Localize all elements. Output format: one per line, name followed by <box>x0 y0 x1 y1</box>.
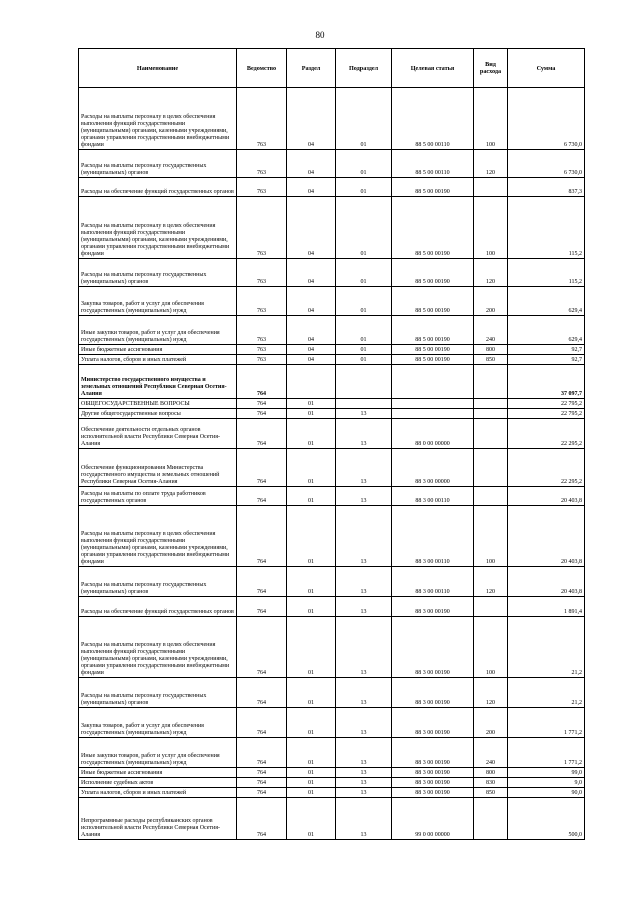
cell-target-article <box>392 399 474 409</box>
cell-vedomstvo: 763 <box>237 178 287 197</box>
cell-vedomstvo: 763 <box>237 150 287 178</box>
header-row <box>79 49 585 88</box>
cell-vedomstvo: 764 <box>237 487 287 506</box>
table-row <box>79 259 585 287</box>
table-row <box>79 88 585 150</box>
cell-vedomstvo: 764 <box>237 778 287 788</box>
cell-vedomstvo: 763 <box>237 287 287 316</box>
cell-expense-type: 830 <box>474 778 508 788</box>
table-row <box>79 597 585 617</box>
cell-target-article: 88 5 00 00110 <box>392 88 474 150</box>
cell-target-article <box>392 409 474 419</box>
cell-sum: 90,0 <box>508 788 585 798</box>
cell-sum: 20 403,8 <box>508 487 585 506</box>
cell-podrazdel: 01 <box>336 197 392 259</box>
cell-sum: 21,2 <box>508 617 585 678</box>
cell-expense-type: 100 <box>474 506 508 567</box>
cell-vedomstvo: 764 <box>237 738 287 768</box>
cell-expense-type: 100 <box>474 197 508 259</box>
cell-expense-type: 850 <box>474 355 508 365</box>
cell-razdel: 04 <box>287 259 336 287</box>
cell-name: Исполнение судебных актов <box>79 778 237 788</box>
cell-expense-type <box>474 365 508 399</box>
cell-expense-type: 200 <box>474 287 508 316</box>
cell-name: Расходы на выплаты персоналу в целях обеспечения выполнения функций государственными (муниципальными) органами, казенными учреждениями, органами управления государственными внебюджетными фондами <box>79 197 237 259</box>
cell-target-article: 88 5 00 00190 <box>392 259 474 287</box>
header-expense-type: Вид расхода <box>474 49 508 88</box>
cell-name: Уплата налогов, сборов и иных платежей <box>79 788 237 798</box>
cell-name: Расходы на выплаты по оплате труда работников государственных органов <box>79 487 237 506</box>
cell-target-article: 88 3 00 00190 <box>392 768 474 778</box>
cell-razdel: 01 <box>287 678 336 708</box>
cell-expense-type <box>474 178 508 197</box>
cell-sum: 837,3 <box>508 178 585 197</box>
cell-razdel: 01 <box>287 399 336 409</box>
cell-razdel: 01 <box>287 567 336 597</box>
table-row <box>79 567 585 597</box>
cell-target-article <box>392 365 474 399</box>
cell-target-article: 88 3 00 00110 <box>392 567 474 597</box>
cell-target-article: 88 5 00 00190 <box>392 355 474 365</box>
cell-target-article: 88 0 00 00000 <box>392 419 474 449</box>
cell-target-article: 88 3 00 00190 <box>392 778 474 788</box>
table-row <box>79 345 585 355</box>
cell-razdel: 01 <box>287 617 336 678</box>
cell-target-article: 88 5 00 00190 <box>392 287 474 316</box>
cell-vedomstvo: 764 <box>237 409 287 419</box>
cell-expense-type: 800 <box>474 768 508 778</box>
cell-razdel: 04 <box>287 287 336 316</box>
cell-vedomstvo: 764 <box>237 449 287 487</box>
cell-target-article: 88 5 00 00190 <box>392 316 474 345</box>
cell-razdel: 01 <box>287 449 336 487</box>
cell-sum: 22 295,2 <box>508 449 585 487</box>
cell-sum: 22 795,2 <box>508 409 585 419</box>
table-row <box>79 778 585 788</box>
cell-podrazdel: 13 <box>336 567 392 597</box>
cell-razdel: 01 <box>287 798 336 840</box>
cell-name: ОБЩЕГОСУДАРСТВЕННЫЕ ВОПРОСЫ <box>79 399 237 409</box>
cell-vedomstvo: 764 <box>237 365 287 399</box>
cell-podrazdel: 13 <box>336 738 392 768</box>
table-row <box>79 798 585 840</box>
table-row <box>79 768 585 778</box>
cell-vedomstvo: 764 <box>237 567 287 597</box>
cell-vedomstvo: 763 <box>237 355 287 365</box>
cell-sum: 9,0 <box>508 778 585 788</box>
cell-target-article: 88 5 00 00110 <box>392 150 474 178</box>
cell-razdel: 01 <box>287 788 336 798</box>
cell-name: Расходы на выплаты персоналу государственных (муниципальных) органов <box>79 150 237 178</box>
budget-table <box>78 48 585 840</box>
cell-name: Расходы на выплаты персоналу государственных (муниципальных) органов <box>79 259 237 287</box>
cell-razdel <box>287 365 336 399</box>
cell-expense-type <box>474 487 508 506</box>
cell-sum: 1 891,4 <box>508 597 585 617</box>
cell-podrazdel: 13 <box>336 449 392 487</box>
table-row <box>79 506 585 567</box>
cell-expense-type: 120 <box>474 150 508 178</box>
cell-razdel: 01 <box>287 768 336 778</box>
cell-podrazdel: 01 <box>336 178 392 197</box>
cell-sum: 22 795,2 <box>508 399 585 409</box>
cell-vedomstvo: 763 <box>237 316 287 345</box>
cell-target-article: 88 3 00 00110 <box>392 506 474 567</box>
cell-expense-type: 850 <box>474 788 508 798</box>
cell-sum: 37 097,7 <box>508 365 585 399</box>
header-target-article: Целевая статья <box>392 49 474 88</box>
cell-razdel: 01 <box>287 708 336 738</box>
cell-podrazdel: 13 <box>336 768 392 778</box>
header-sum: Сумма <box>508 49 585 88</box>
table-row <box>79 197 585 259</box>
cell-podrazdel: 13 <box>336 487 392 506</box>
cell-sum: 20 403,8 <box>508 506 585 567</box>
cell-vedomstvo: 764 <box>237 708 287 738</box>
cell-expense-type <box>474 449 508 487</box>
cell-podrazdel: 13 <box>336 419 392 449</box>
cell-expense-type: 120 <box>474 259 508 287</box>
cell-target-article: 88 5 00 00190 <box>392 178 474 197</box>
cell-name: Министерство государственного имущества и земельных отношений Республики Северная Осетия-Алания <box>79 365 237 399</box>
cell-razdel: 04 <box>287 88 336 150</box>
cell-vedomstvo: 764 <box>237 617 287 678</box>
cell-target-article: 88 3 00 00190 <box>392 617 474 678</box>
cell-name: Расходы на выплаты персоналу в целях обеспечения выполнения функций государственными (муниципальными) органами, казенными учреждениями, органами управления государственными внебюджетными фондами <box>79 88 237 150</box>
cell-name: Закупка товаров, работ и услуг для обеспечения государственных (муниципальных) нужд <box>79 287 237 316</box>
header-vedomstvo: Ведомство <box>237 49 287 88</box>
cell-name: Обеспечение деятельности отдельных органов исполнительной власти Республики Северная Осетия-Алания <box>79 419 237 449</box>
cell-vedomstvo: 763 <box>237 345 287 355</box>
cell-name: Уплата налогов, сборов и иных платежей <box>79 355 237 365</box>
cell-name: Обеспечение функционирования Министерства государственного имущества и земельных отношений Республики Северная Осетия-Алания <box>79 449 237 487</box>
cell-name: Расходы на выплаты персоналу государственных (муниципальных) органов <box>79 567 237 597</box>
header-razdel: Раздел <box>287 49 336 88</box>
cell-vedomstvo: 763 <box>237 88 287 150</box>
cell-razdel: 04 <box>287 150 336 178</box>
cell-target-article: 88 5 00 00190 <box>392 345 474 355</box>
cell-target-article: 88 3 00 00190 <box>392 788 474 798</box>
cell-podrazdel: 13 <box>336 778 392 788</box>
table-row <box>79 788 585 798</box>
cell-sum: 92,7 <box>508 345 585 355</box>
cell-razdel: 04 <box>287 197 336 259</box>
cell-podrazdel: 01 <box>336 355 392 365</box>
cell-podrazdel: 01 <box>336 150 392 178</box>
cell-sum: 1 771,2 <box>508 708 585 738</box>
table-row <box>79 178 585 197</box>
cell-target-article: 88 3 00 00190 <box>392 708 474 738</box>
cell-razdel: 01 <box>287 419 336 449</box>
table-row <box>79 365 585 399</box>
cell-vedomstvo: 763 <box>237 259 287 287</box>
cell-razdel: 04 <box>287 316 336 345</box>
cell-target-article: 88 3 00 00190 <box>392 678 474 708</box>
cell-podrazdel: 01 <box>336 287 392 316</box>
cell-expense-type: 800 <box>474 345 508 355</box>
cell-sum: 115,2 <box>508 259 585 287</box>
cell-name: Расходы на обеспечение функций государственных органов <box>79 597 237 617</box>
cell-podrazdel: 01 <box>336 88 392 150</box>
table-row <box>79 449 585 487</box>
table-row <box>79 316 585 345</box>
cell-target-article: 99 0 00 00000 <box>392 798 474 840</box>
cell-vedomstvo: 764 <box>237 798 287 840</box>
cell-sum: 99,0 <box>508 768 585 778</box>
cell-podrazdel: 13 <box>336 506 392 567</box>
cell-podrazdel <box>336 399 392 409</box>
table-row <box>79 409 585 419</box>
cell-name: Расходы на выплаты персоналу государственных (муниципальных) органов <box>79 678 237 708</box>
cell-target-article: 88 3 00 00110 <box>392 487 474 506</box>
cell-vedomstvo: 764 <box>237 768 287 778</box>
cell-razdel: 01 <box>287 506 336 567</box>
cell-expense-type <box>474 597 508 617</box>
cell-target-article: 88 3 00 00190 <box>392 738 474 768</box>
cell-podrazdel: 13 <box>336 798 392 840</box>
cell-podrazdel: 13 <box>336 617 392 678</box>
cell-expense-type: 120 <box>474 567 508 597</box>
cell-podrazdel: 01 <box>336 316 392 345</box>
cell-target-article: 88 3 00 00190 <box>392 597 474 617</box>
cell-expense-type <box>474 399 508 409</box>
cell-name: Иные бюджетные ассигнования <box>79 768 237 778</box>
cell-expense-type: 240 <box>474 316 508 345</box>
cell-vedomstvo: 764 <box>237 399 287 409</box>
cell-podrazdel: 01 <box>336 345 392 355</box>
cell-name: Иные закупки товаров, работ и услуг для обеспечения государственных (муниципальных) нужд <box>79 316 237 345</box>
table-row <box>79 150 585 178</box>
cell-name: Другие общегосударственные вопросы <box>79 409 237 419</box>
cell-vedomstvo: 764 <box>237 419 287 449</box>
cell-podrazdel: 13 <box>336 409 392 419</box>
cell-sum: 500,0 <box>508 798 585 840</box>
table-row <box>79 617 585 678</box>
cell-sum: 21,2 <box>508 678 585 708</box>
cell-razdel: 04 <box>287 355 336 365</box>
cell-razdel: 04 <box>287 178 336 197</box>
cell-expense-type: 120 <box>474 678 508 708</box>
cell-podrazdel: 13 <box>336 678 392 708</box>
cell-name: Иные бюджетные ассигнования <box>79 345 237 355</box>
cell-razdel: 01 <box>287 738 336 768</box>
table-row <box>79 419 585 449</box>
cell-expense-type <box>474 419 508 449</box>
cell-vedomstvo: 764 <box>237 506 287 567</box>
table-row <box>79 355 585 365</box>
cell-sum: 115,2 <box>508 197 585 259</box>
table-body <box>79 88 585 840</box>
cell-sum: 6 730,0 <box>508 150 585 178</box>
cell-expense-type <box>474 409 508 419</box>
cell-sum: 92,7 <box>508 355 585 365</box>
cell-name: Непрограммные расходы республиканских органов исполнительной власти Республики Северная Осетия-Алания <box>79 798 237 840</box>
header-name: Наименование <box>79 49 237 88</box>
cell-podrazdel: 13 <box>336 597 392 617</box>
cell-name: Закупка товаров, работ и услуг для обеспечения государственных (муниципальных) нужд <box>79 708 237 738</box>
cell-name: Иные закупки товаров, работ и услуг для обеспечения государственных (муниципальных) нужд <box>79 738 237 768</box>
table-row <box>79 487 585 506</box>
table-row <box>79 287 585 316</box>
cell-vedomstvo: 764 <box>237 678 287 708</box>
cell-sum: 20 403,8 <box>508 567 585 597</box>
cell-razdel: 01 <box>287 409 336 419</box>
cell-target-article: 88 3 00 00000 <box>392 449 474 487</box>
cell-sum: 629,4 <box>508 316 585 345</box>
cell-name: Расходы на выплаты персоналу в целях обеспечения выполнения функций государственными (муниципальными) органами, казенными учреждениями, органами управления государственными внебюджетными фондами <box>79 506 237 567</box>
cell-razdel: 01 <box>287 487 336 506</box>
cell-razdel: 01 <box>287 778 336 788</box>
cell-vedomstvo: 763 <box>237 197 287 259</box>
cell-expense-type <box>474 798 508 840</box>
cell-podrazdel: 13 <box>336 788 392 798</box>
cell-podrazdel: 01 <box>336 259 392 287</box>
cell-target-article: 88 5 00 00190 <box>392 197 474 259</box>
cell-podrazdel: 13 <box>336 708 392 738</box>
cell-expense-type: 100 <box>474 88 508 150</box>
cell-expense-type: 240 <box>474 738 508 768</box>
cell-expense-type: 200 <box>474 708 508 738</box>
cell-vedomstvo: 764 <box>237 788 287 798</box>
header-podrazdel: Подраздел <box>336 49 392 88</box>
cell-sum: 6 730,0 <box>508 88 585 150</box>
table-row <box>79 738 585 768</box>
table-row <box>79 678 585 708</box>
cell-sum: 629,4 <box>508 287 585 316</box>
cell-razdel: 01 <box>287 597 336 617</box>
cell-sum: 1 771,2 <box>508 738 585 768</box>
cell-name: Расходы на обеспечение функций государственных органов <box>79 178 237 197</box>
table-row <box>79 399 585 409</box>
page-number: 80 <box>315 30 325 40</box>
cell-vedomstvo: 764 <box>237 597 287 617</box>
cell-razdel: 04 <box>287 345 336 355</box>
cell-sum: 22 295,2 <box>508 419 585 449</box>
cell-name: Расходы на выплаты персоналу в целях обеспечения выполнения функций государственными (муниципальными) органами, казенными учреждениями, органами управления государственными внебюджетными фондами <box>79 617 237 678</box>
table-row <box>79 708 585 738</box>
cell-podrazdel <box>336 365 392 399</box>
cell-expense-type: 100 <box>474 617 508 678</box>
